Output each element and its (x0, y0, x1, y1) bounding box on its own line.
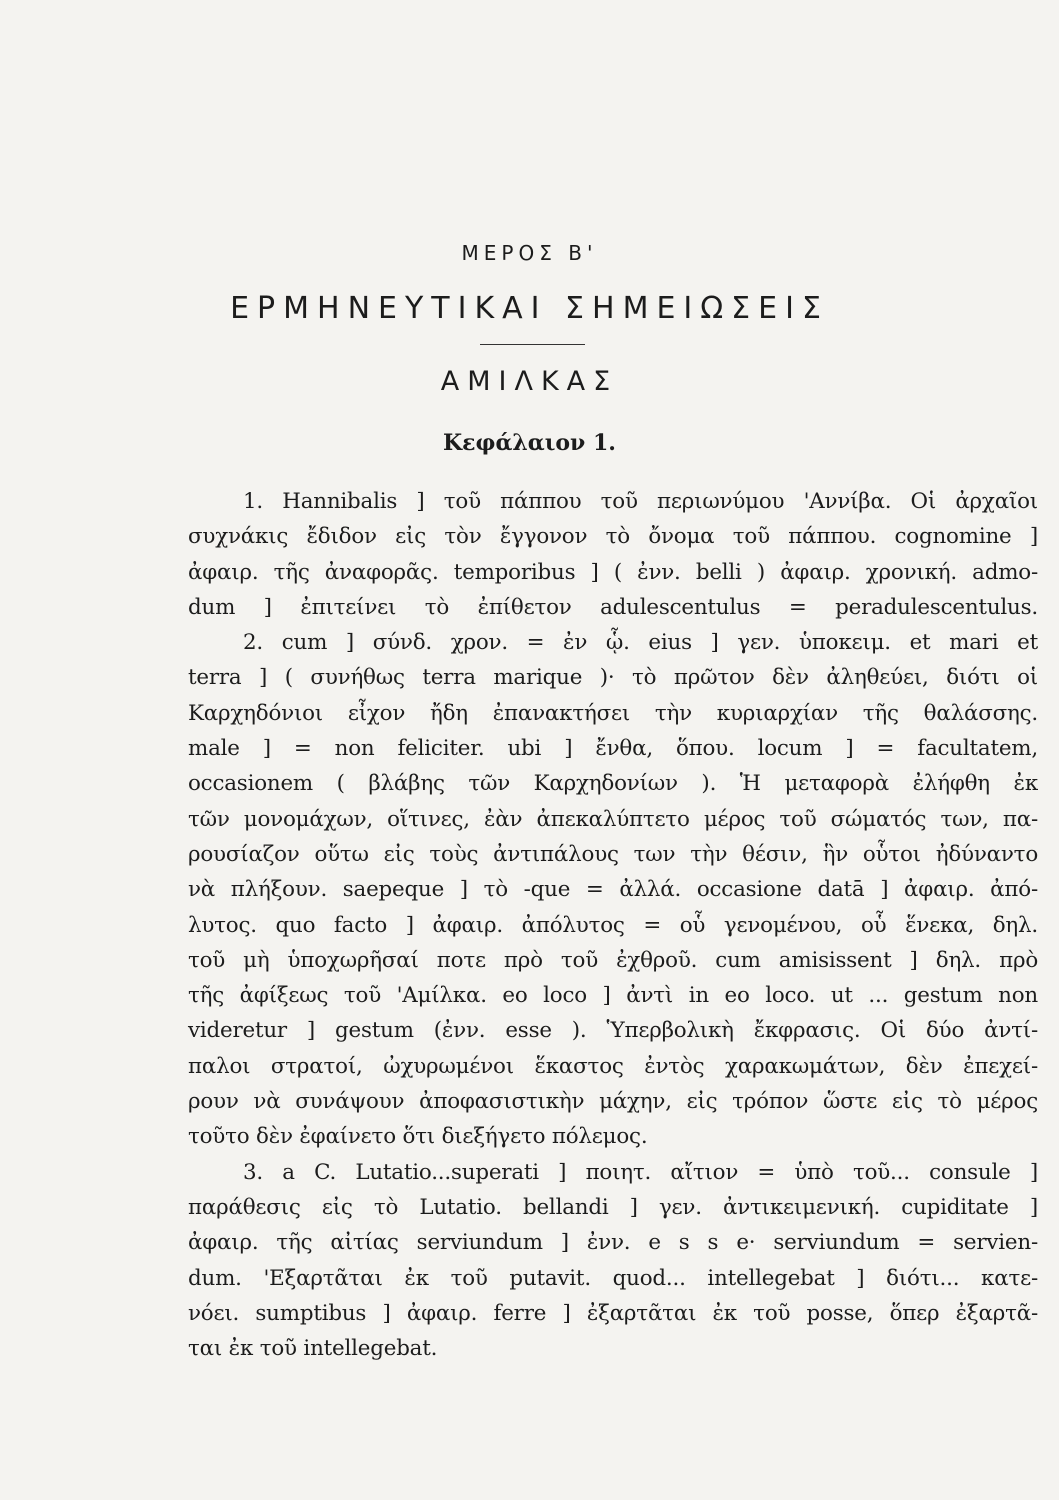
text-line: τῶν μονομάχων, οἵτινες, ἐὰν ἀπεκαλύπτετο μέρος τοῦ σώματός των, πα- (188, 806, 1038, 832)
text-line: νόει. sumptibus ] ἀφαιρ. ferre ] ἐξαρτᾶται ἐκ τοῦ posse, ὅπερ ἐξαρτᾶ- (188, 1300, 1038, 1326)
text-line: terra ] ( συνήθως terra marique )· τὸ πρῶτον δὲν ἀληθεύει, διότι οἱ (188, 665, 1038, 691)
chapter-heading: Κεφάλαιον 1. (443, 430, 616, 456)
text-line: ἀφαιρ. τῆς αἰτίας serviundum ] ἐνν. e s s e· serviundum = servien- (188, 1230, 1038, 1256)
text-line: videretur ] gestum (ἐνν. esse ). Ὑπερβολικὴ ἔκφρασις. Οἱ δύο ἀντί- (188, 1018, 1038, 1044)
text-line: ται ἐκ τοῦ intellegebat. (188, 1336, 438, 1362)
title-divider (480, 344, 585, 345)
text-line: 3. a C. Lutatio...superati ] ποιητ. αἴτιον = ὑπὸ τοῦ... consule ] (243, 1159, 1038, 1185)
text-line: νὰ πλήξουν. saepeque ] τὸ -que = ἀλλά. occasione datā ] ἀφαιρ. ἀπό- (188, 877, 1038, 903)
text-line: dum. 'Εξαρτᾶται ἐκ τοῦ putavit. quod... intellegebat ] διότι... κατε- (188, 1265, 1038, 1291)
text-line: τοῦ μὴ ὑποχωρῆσαί ποτε πρὸ τοῦ ἐχθροῦ. cum amisissent ] δηλ. πρὸ (188, 947, 1038, 973)
text-line: τῆς ἀφίξεως τοῦ 'Αμίλκα. eo loco ] ἀντὶ in eo loco. ut ... gestum non (188, 983, 1038, 1009)
text-line: λυτος. quo facto ] ἀφαιρ. ἀπόλυτος = οὗ γενομένου, οὗ ἕνεκα, δηλ. (188, 912, 1038, 938)
text-line: ρουσίαζον οὕτω εἰς τοὺς ἀντιπάλους των τὴν θέσιν, ἣν οὗτοι ἠδύναντο (188, 841, 1038, 867)
text-line: 1. Hannibalis ] τοῦ πάππου τοῦ περιωνύμου 'Αννίβα. Οἱ ἀρχαῖοι (243, 489, 1038, 514)
commentary-body (188, 484, 1038, 1366)
text-line: ἀφαιρ. τῆς ἀναφορᾶς. temporibus ] ( ἐνν. belli ) ἀφαιρ. χρονική. admo- (188, 559, 1038, 585)
text-line: 2. cum ] σύνδ. χρον. = ἐν ᾧ. eius ] γεν. ὑποκειμ. et mari et (243, 630, 1038, 656)
text-line: παλοι στρατοί, ὠχυρωμένοι ἕκαστος ἐντὸς χαρακωμάτων, δὲν ἐπεχεί- (188, 1053, 1038, 1079)
text-line: παράθεσις εἰς τὸ Lutatio. bellandi ] γεν. ἀντικειμενική. cupiditate ] (188, 1194, 1038, 1220)
text-line: male ] = non feliciter. ubi ] ἔνθα, ὅπου. locum ] = facultatem, (188, 736, 1038, 762)
text-line: ρουν νὰ συνάψουν ἀποφασιστικὴν μάχην, εἰς τρόπον ὥστε εἰς τὸ μέρος (188, 1089, 1038, 1115)
section-title: ΕΡΜΗΝΕΥΤΙΚΑΙ ΣΗΜΕΙΩΣΕΙΣ (230, 291, 829, 326)
text-line: συχνάκις ἔδιδον εἰς τὸν ἔγγονον τὸ ὄνομα τοῦ πάππου. cognomine ] (188, 524, 1038, 550)
text-line: dum ] ἐπιτείνει τὸ ἐπίθετον adulescentulus = peradulescentulus. (188, 594, 1038, 620)
text-line: τοῦτο δὲν ἐφαίνετο ὅτι διεξήγετο πόλεμος. (188, 1124, 648, 1150)
text-line: occasionem ( βλάβης τῶν Καρχηδονίων ). Ἡ μεταφορὰ ἐλήφθη ἐκ (188, 771, 1038, 797)
text-line: Καρχηδόνιοι εἶχον ἤδη ἐπανακτήσει τὴν κυριαρχίαν τῆς θαλάσσης. (188, 700, 1038, 726)
author-heading: ΑΜΙΛΚΑΣ (440, 366, 619, 397)
part-heading: ΜΕΡΟΣ Β' (461, 241, 598, 265)
